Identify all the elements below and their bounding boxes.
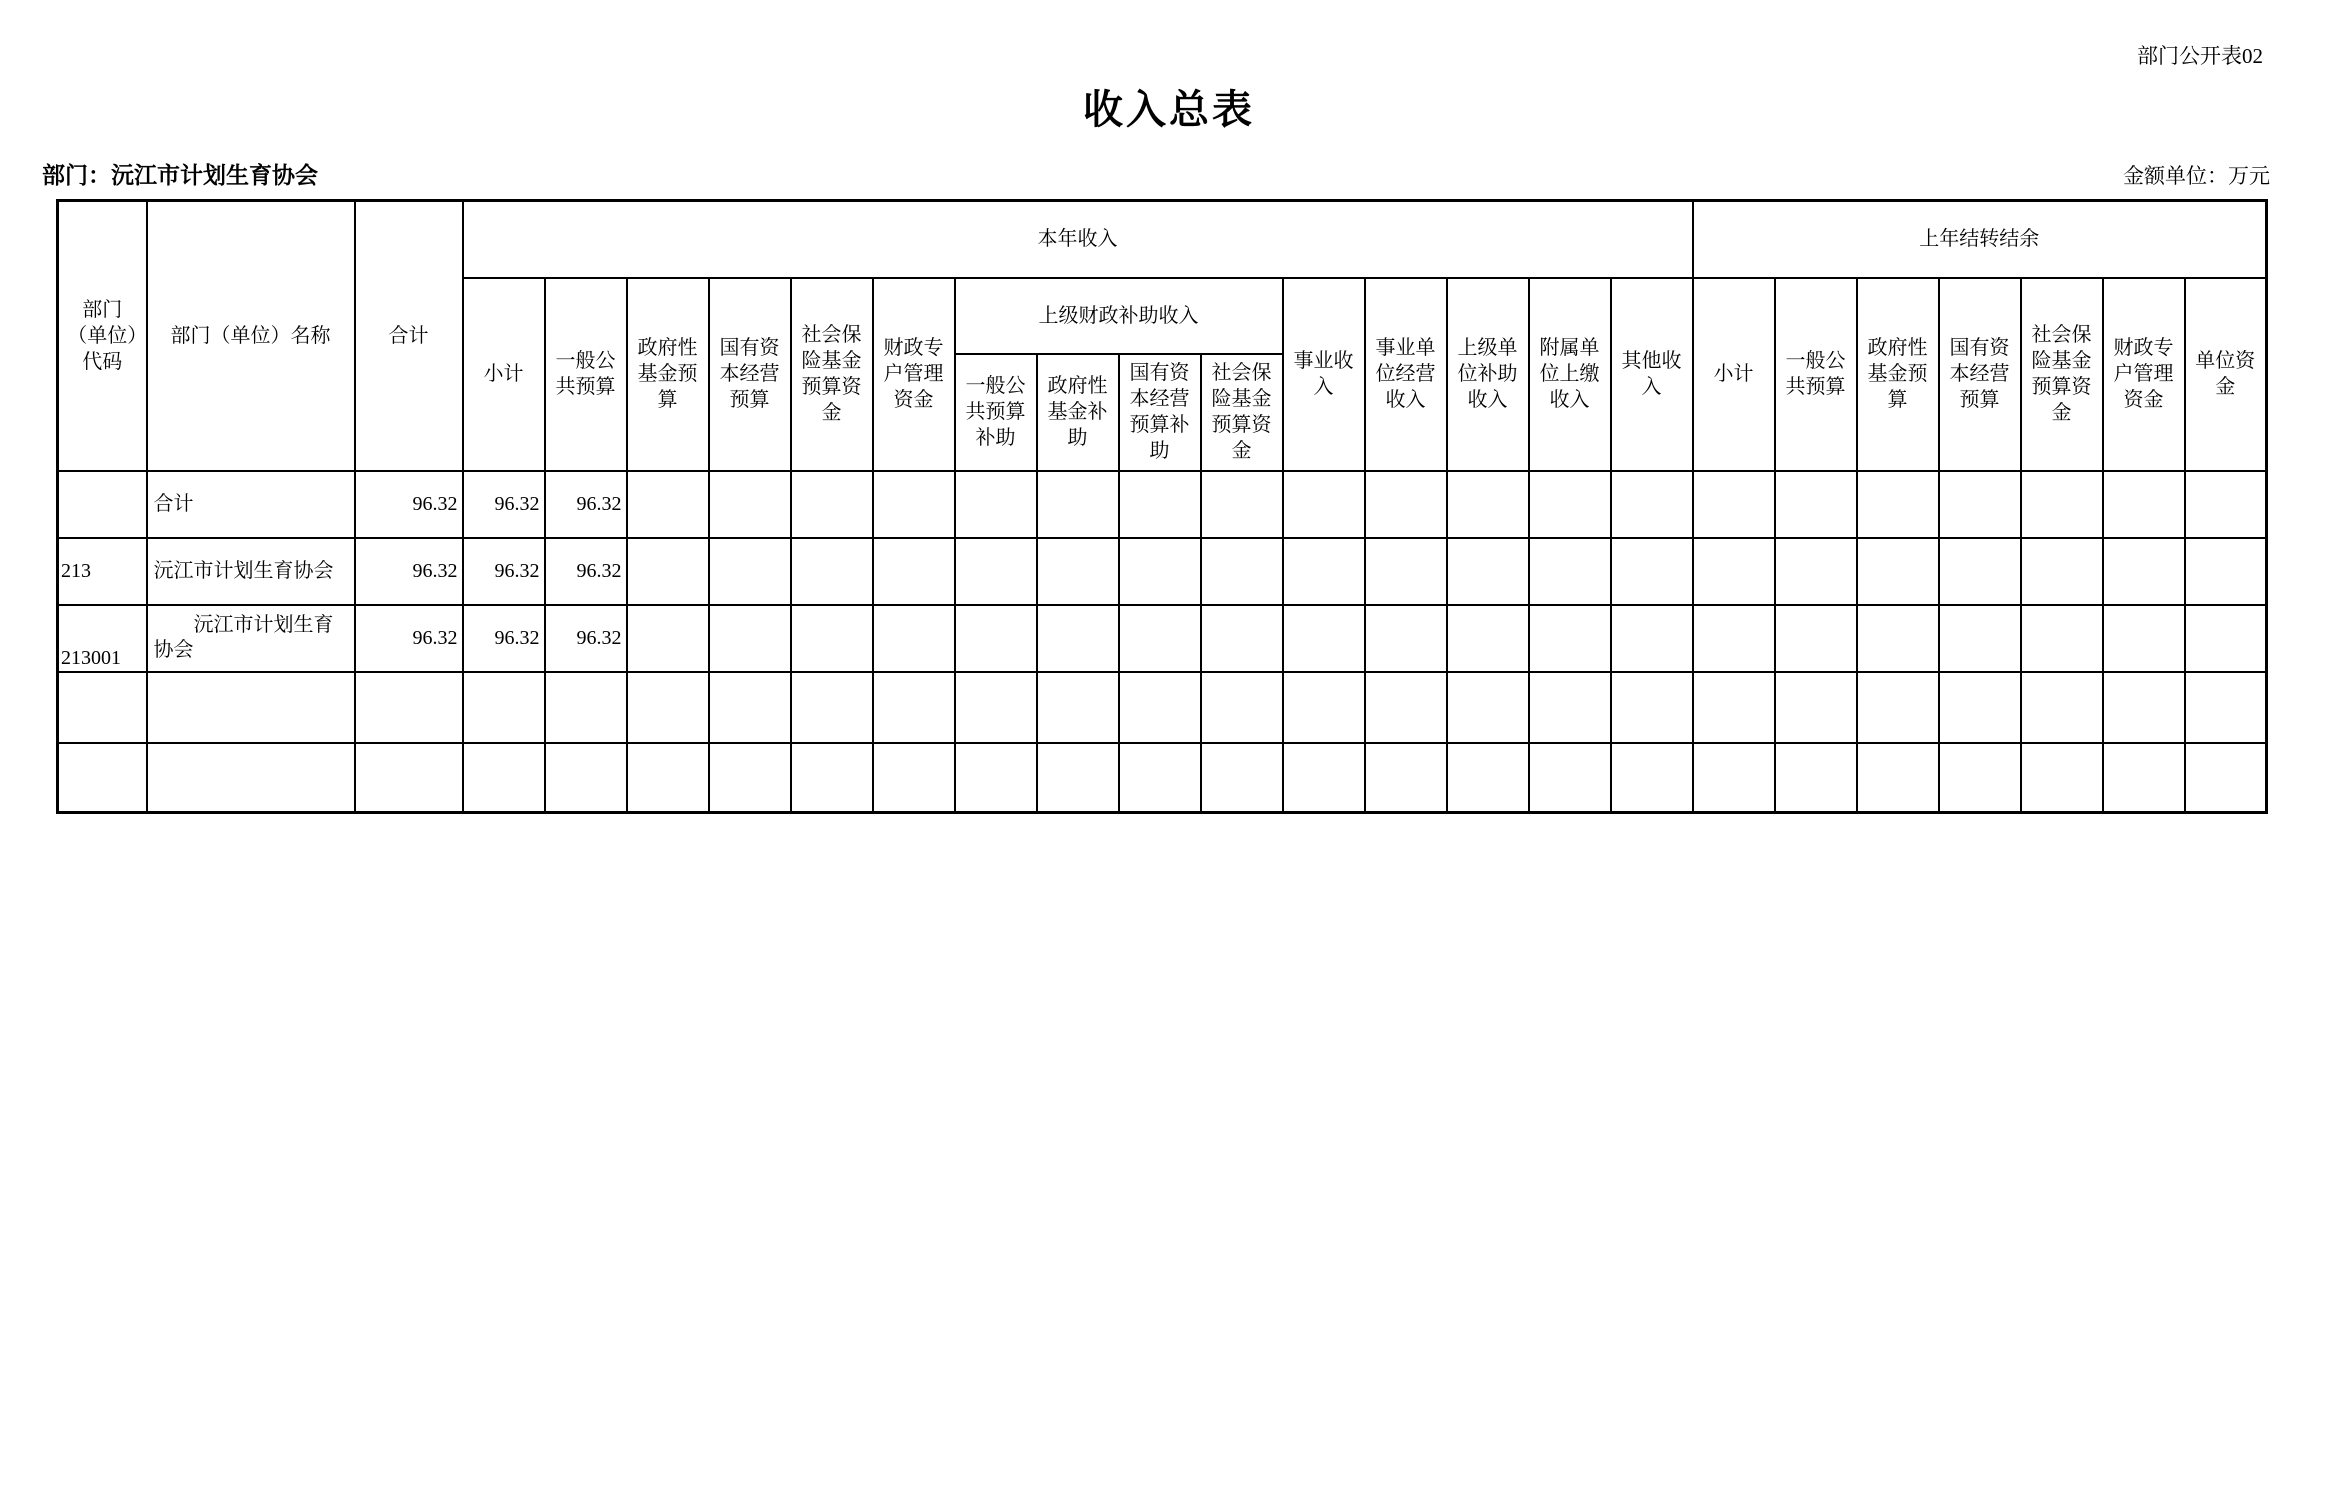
data-cell: [1775, 538, 1857, 605]
data-cell: 96.32: [545, 605, 627, 672]
data-cell: [2103, 471, 2185, 538]
data-cell: [791, 471, 873, 538]
data-cell: [873, 672, 955, 743]
table-row-grand-total: [58, 471, 2267, 538]
table-row-department: [58, 538, 2267, 605]
data-cell: [1611, 605, 1693, 672]
cell-name: [147, 672, 355, 743]
data-cell: [709, 605, 791, 672]
data-cell: [627, 672, 709, 743]
data-cell: [955, 471, 1037, 538]
data-cell: [709, 471, 791, 538]
table-row-empty: [58, 743, 2267, 813]
data-cell: [1037, 538, 1119, 605]
department-label: 部门：沅江市计划生育协会: [42, 163, 318, 189]
data-cell: [709, 743, 791, 813]
table-row-unit: [58, 605, 2267, 672]
data-cell: [1857, 672, 1939, 743]
data-cell: [1775, 471, 1857, 538]
cell-name: 沅江市计划生育协会: [147, 605, 355, 672]
data-cell: [627, 743, 709, 813]
data-cell: [2103, 538, 2185, 605]
data-cell: [1037, 605, 1119, 672]
data-cell: [1857, 471, 1939, 538]
col-header-affiliated-unit-remit-income: 附属单位上缴收入: [1529, 278, 1611, 471]
col-header-carryover-social-insurance-fund: 社会保险基金预算资金: [2021, 278, 2103, 471]
data-cell: [709, 672, 791, 743]
data-cell: [2185, 605, 2267, 672]
data-cell: [955, 743, 1037, 813]
data-cell: [1529, 672, 1611, 743]
data-cell: [2021, 743, 2103, 813]
data-cell: [1529, 471, 1611, 538]
data-cell: [1447, 605, 1529, 672]
col-header-business-income: 事业收入: [1283, 278, 1365, 471]
data-cell: [955, 538, 1037, 605]
data-cell: [2021, 538, 2103, 605]
cell-code: [58, 672, 147, 743]
cell-name: [147, 743, 355, 813]
cell-code: 213: [58, 538, 147, 605]
data-cell: [2021, 471, 2103, 538]
data-cell: 96.32: [545, 538, 627, 605]
income-summary-table: [56, 199, 2268, 814]
col-header-carryover-subtotal: 小计: [1693, 278, 1775, 471]
data-cell: [2185, 471, 2267, 538]
data-cell: [1201, 605, 1283, 672]
data-cell: [1447, 743, 1529, 813]
col-header-total: 合计: [355, 201, 463, 471]
data-cell: [1365, 605, 1447, 672]
data-cell: [1201, 743, 1283, 813]
data-cell: [791, 605, 873, 672]
data-cell: [1939, 471, 2021, 538]
data-cell: [1365, 743, 1447, 813]
data-cell: [709, 538, 791, 605]
data-cell: [2185, 672, 2267, 743]
data-cell: 96.32: [463, 538, 545, 605]
amount-unit-label: 金额单位：万元: [2123, 164, 2270, 188]
data-cell: [2103, 605, 2185, 672]
data-cell: [1201, 538, 1283, 605]
data-cell: [2185, 538, 2267, 605]
data-cell: [2103, 743, 2185, 813]
data-cell: [1283, 605, 1365, 672]
data-cell: [1283, 471, 1365, 538]
data-cell: [1201, 471, 1283, 538]
data-cell: [955, 672, 1037, 743]
data-cell: [1365, 672, 1447, 743]
data-cell: [1611, 471, 1693, 538]
data-cell: [1611, 538, 1693, 605]
col-header-dept-code: 部门（单位）代码: [58, 201, 147, 471]
col-header-fiscal-special-account: 财政专户管理资金: [873, 278, 955, 471]
data-cell: 96.32: [463, 605, 545, 672]
data-cell: [545, 672, 627, 743]
col-header-general-public-budget: 一般公共预算: [545, 278, 627, 471]
data-cell: [1119, 471, 1201, 538]
cell-name: 合计: [147, 471, 355, 538]
data-cell: [873, 743, 955, 813]
doc-number-label: 部门公开表02: [2137, 44, 2263, 68]
data-cell: [1693, 538, 1775, 605]
cell-code: [58, 743, 147, 813]
data-cell: [1447, 672, 1529, 743]
group-header-prior-year-carryover: 上年结转结余: [1693, 201, 2267, 278]
data-cell: 96.32: [463, 471, 545, 538]
data-cell: [1119, 605, 1201, 672]
data-cell: [873, 538, 955, 605]
cell-name: 沅江市计划生育协会: [147, 538, 355, 605]
col-header-gov-fund-budget: 政府性基金预算: [627, 278, 709, 471]
data-cell: [1283, 743, 1365, 813]
data-cell: [1857, 538, 1939, 605]
header-row-groups: [58, 201, 2267, 278]
data-cell: [1037, 743, 1119, 813]
col-header-subsidy-social-insurance: 社会保险基金预算资金: [1201, 354, 1283, 471]
data-cell: [1447, 471, 1529, 538]
table-row-empty: [58, 672, 2267, 743]
page-title: 收入总表: [1083, 87, 1255, 133]
data-cell: [791, 672, 873, 743]
data-cell: [1611, 672, 1693, 743]
group-header-current-year-income: 本年收入: [463, 201, 1693, 278]
data-cell: [1857, 743, 1939, 813]
col-header-subsidy-state-capital: 国有资本经营预算补助: [1119, 354, 1201, 471]
col-header-carryover-gov-fund-budget: 政府性基金预算: [1857, 278, 1939, 471]
data-cell: [1775, 605, 1857, 672]
col-header-social-insurance-fund: 社会保险基金预算资金: [791, 278, 873, 471]
data-cell: [2021, 672, 2103, 743]
data-cell: [627, 538, 709, 605]
data-cell: [1119, 672, 1201, 743]
col-header-subsidy-general-public-budget: 一般公共预算补助: [955, 354, 1037, 471]
data-cell: [627, 605, 709, 672]
data-cell: [1939, 672, 2021, 743]
data-cell: [955, 605, 1037, 672]
data-cell: [1939, 743, 2021, 813]
col-header-subsidy-gov-fund: 政府性基金补助: [1037, 354, 1119, 471]
data-cell: [1857, 605, 1939, 672]
data-cell: [1693, 743, 1775, 813]
data-cell: 96.32: [355, 605, 463, 672]
data-cell: [355, 672, 463, 743]
data-cell: [1447, 538, 1529, 605]
col-header-carryover-state-capital-budget: 国有资本经营预算: [1939, 278, 2021, 471]
col-header-carryover-unit-fund: 单位资金: [2185, 278, 2267, 471]
data-cell: [791, 743, 873, 813]
data-cell: [2185, 743, 2267, 813]
data-cell: 96.32: [355, 538, 463, 605]
group-header-superior-fiscal-subsidy: 上级财政补助收入: [955, 278, 1283, 354]
data-cell: [627, 471, 709, 538]
data-cell: [2021, 605, 2103, 672]
data-cell: [873, 605, 955, 672]
data-cell: [463, 672, 545, 743]
data-cell: [873, 471, 955, 538]
data-cell: [545, 743, 627, 813]
data-cell: [1529, 605, 1611, 672]
col-header-superior-unit-subsidy-income: 上级单位补助收入: [1447, 278, 1529, 471]
data-cell: [1693, 471, 1775, 538]
data-cell: [1693, 672, 1775, 743]
data-cell: [1939, 605, 2021, 672]
col-header-carryover-general-public-budget: 一般公共预算: [1775, 278, 1857, 471]
data-cell: [1365, 538, 1447, 605]
col-header-other-income: 其他收入: [1611, 278, 1693, 471]
data-cell: [1775, 743, 1857, 813]
data-cell: [1365, 471, 1447, 538]
data-cell: [1037, 672, 1119, 743]
col-header-state-capital-budget: 国有资本经营预算: [709, 278, 791, 471]
data-cell: [1529, 743, 1611, 813]
data-cell: [355, 743, 463, 813]
data-cell: [1775, 672, 1857, 743]
col-header-dept-name: 部门（单位）名称: [147, 201, 355, 471]
data-cell: [1611, 743, 1693, 813]
data-cell: [1939, 538, 2021, 605]
data-cell: 96.32: [355, 471, 463, 538]
data-cell: [1119, 743, 1201, 813]
data-cell: 96.32: [545, 471, 627, 538]
cell-code: [58, 471, 147, 538]
col-header-subtotal: 小计: [463, 278, 545, 471]
data-cell: [791, 538, 873, 605]
col-header-carryover-fiscal-special-account: 财政专户管理资金: [2103, 278, 2185, 471]
data-cell: [1201, 672, 1283, 743]
data-cell: [1283, 538, 1365, 605]
data-cell: [1693, 605, 1775, 672]
data-cell: [1283, 672, 1365, 743]
data-cell: [1529, 538, 1611, 605]
data-cell: [1037, 471, 1119, 538]
cell-code: 213001: [58, 605, 147, 672]
data-cell: [1119, 538, 1201, 605]
data-cell: [2103, 672, 2185, 743]
col-header-business-operation-income: 事业单位经营收入: [1365, 278, 1447, 471]
data-cell: [463, 743, 545, 813]
